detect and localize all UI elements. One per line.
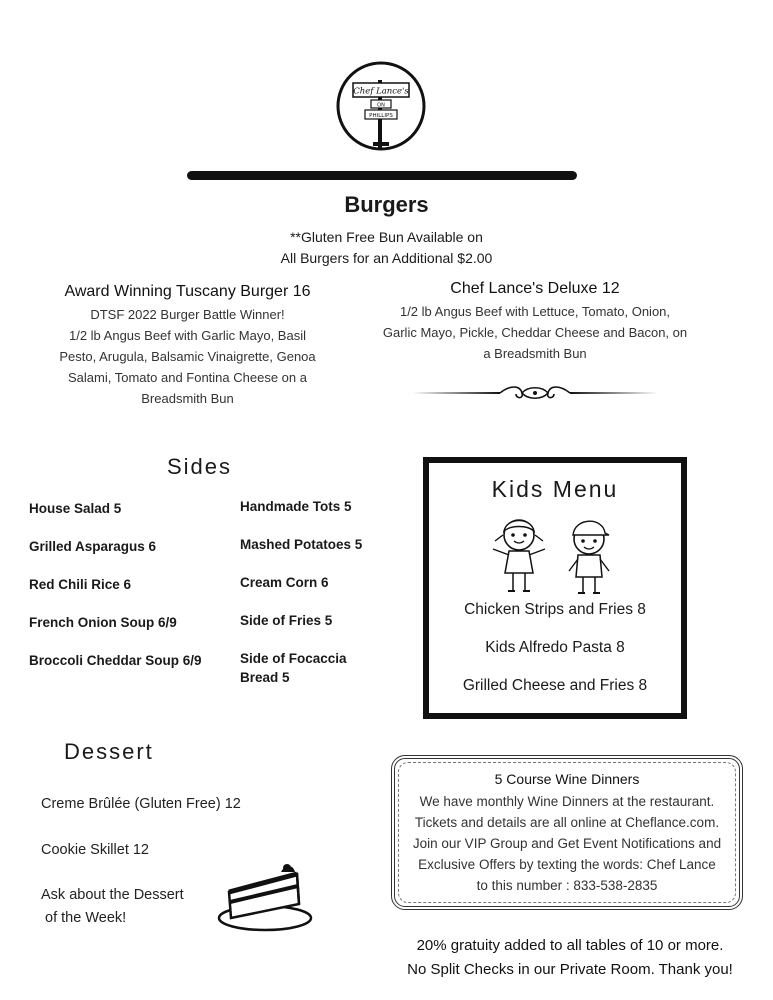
gratuity-note: 20% gratuity added to all tables of 10 or more. <box>416 937 724 954</box>
wine-dinners-text: Tickets and details are all online at Cheflance.com. <box>414 815 720 830</box>
dessert-item: Cookie Skillet 12 <box>41 842 149 858</box>
logo-text: Chef Lance's <box>353 86 409 97</box>
kids-illustration <box>477 511 637 597</box>
burger-title: Award Winning Tuscany Burger 16 <box>64 283 311 300</box>
side-item: Side of Focaccia Bread 5 <box>240 651 347 685</box>
side-item: Cream Corn 6 <box>240 575 329 590</box>
kids-menu-heading: Kids Menu <box>491 476 619 502</box>
side-item: Handmade Tots 5 <box>240 499 352 514</box>
svg-text:ON: ON <box>377 102 385 109</box>
burger-description: 1/2 lb Angus Beef with Lettuce, Tomato, Onion, Garlic Mayo, Pickle, Cheddar Cheese and Bacon, on a Breadsmith Bun <box>382 304 688 361</box>
side-item: Broccoli Cheddar Soup 6/9 <box>29 653 202 668</box>
burgers-heading: Burgers <box>344 192 429 217</box>
side-item: French Onion Soup 6/9 <box>29 615 177 630</box>
wine-dinners-text: We have monthly Wine Dinners at the restaurant. <box>419 794 715 809</box>
side-item: Side of Fries 5 <box>240 613 333 628</box>
kids-menu-item: Kids Alfredo Pasta 8 <box>485 639 625 656</box>
burger-item <box>40 283 335 409</box>
side-item: Grilled Asparagus 6 <box>29 539 157 554</box>
dessert-heading: Dessert <box>64 739 154 764</box>
wine-dinners-heading: 5 Course Wine Dinners <box>494 771 640 787</box>
kids-menu-item: Grilled Cheese and Fries 8 <box>462 677 648 694</box>
dessert-note: Ask about the Dessert of the Week! <box>41 887 184 926</box>
ornamental-divider <box>410 381 660 405</box>
burger-description: DTSF 2022 Burger Battle Winner! 1/2 lb Angus Beef with Garlic Mayo, Basil Pesto, Arugula, Balsamic Vinaigrette, Genoa Salami, Tomato and Fontina Cheese on a Breadsmith Bun <box>59 307 316 406</box>
kids-menu-box <box>423 457 687 719</box>
dessert-item: Creme Brûlée (Gluten Free) 12 <box>41 796 241 812</box>
restaurant-logo <box>335 60 427 152</box>
kids-menu-item: Chicken Strips and Fries 8 <box>464 601 646 618</box>
sides-heading: Sides <box>167 454 233 479</box>
side-item: House Salad 5 <box>29 501 122 516</box>
svg-text:PHILLIPS: PHILLIPS <box>369 113 393 119</box>
wine-dinners-text: Exclusive Offers by texting the words: Chef Lance <box>418 857 716 872</box>
wine-dinners-phone: to this number : 833-538-2835 <box>476 878 658 893</box>
side-item: Red Chili Rice 6 <box>29 577 132 592</box>
gluten-free-note: **Gluten Free Bun Available on All Burgers for an Additional $2.00 <box>280 229 493 266</box>
burger-title: Chef Lance's Deluxe 12 <box>450 280 620 297</box>
wine-dinners-text: Join our VIP Group and Get Event Notifications and <box>412 836 722 851</box>
side-item: Mashed Potatoes 5 <box>240 537 363 552</box>
top-divider <box>187 171 577 180</box>
burger-item <box>370 280 700 364</box>
cake-slice-icon <box>215 862 315 934</box>
split-checks-note: No Split Checks in our Private Room. Thank you! <box>407 961 733 978</box>
wine-dinners-box <box>391 755 743 910</box>
